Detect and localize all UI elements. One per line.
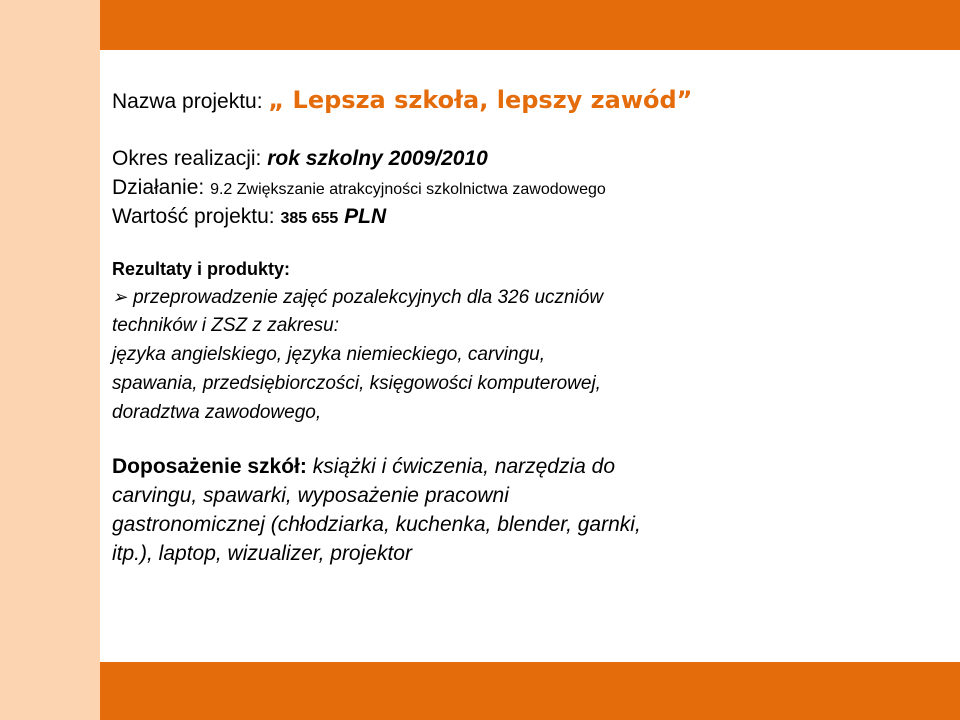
results-line-2: języka angielskiego, języka niemieckiego, carvingu, [112, 344, 546, 365]
equipment-line-0 [112, 454, 615, 480]
side-band [0, 50, 100, 662]
equipment-label: Doposażenie szkół: [112, 455, 313, 478]
header-band [100, 0, 960, 50]
results-line-text: przeprowadzenie zajęć pozalekcyjnych dla 326 uczniów [133, 287, 604, 308]
results-line-0 [112, 284, 603, 311]
value-currency: PLN [338, 205, 387, 228]
project-name-line [112, 84, 692, 118]
results-heading: Rezultaty i produkty: [112, 259, 291, 279]
equipment-line-3: itp.), laptop, wizualizer, projektor [112, 542, 412, 565]
arrow-bullet-icon: ➢ [112, 287, 128, 307]
value-line [112, 204, 386, 232]
equipment-text: książki i ćwiczenia, narzędzia do [312, 455, 616, 478]
period-value: rok szkolny 2009/2010 [267, 147, 488, 170]
equipment-line-2: gastronomicznej (chłodziarka, kuchenka, blender, garnki, [112, 513, 641, 536]
period-line [112, 146, 488, 172]
project-name-value: „ Lepsza szkoła, lepszy zawód” [268, 86, 693, 114]
project-name-label: Nazwa projektu: [112, 90, 269, 113]
period-label: Okres realizacji: [112, 147, 268, 170]
action-value: 9.2 Zwiększanie atrakcyjności szkolnictwa zawodowego [210, 181, 606, 198]
results-line-1: techników i ZSZ z zakresu: [112, 315, 340, 336]
equipment-line-1: carvingu, spawarki, wyposażenie pracowni [112, 484, 509, 507]
action-line [112, 175, 606, 203]
action-label: Działanie: [112, 176, 211, 199]
value-amount: 385 655 [280, 210, 339, 227]
footer-band-left [0, 662, 100, 720]
results-line-4: doradztwa zawodowego, [112, 402, 322, 423]
value-label: Wartość projektu: [112, 205, 281, 228]
header-band-left [0, 0, 100, 50]
footer-band [100, 662, 960, 720]
results-line-3: spawania, przedsiębiorczości, księgowości komputerowej, [112, 373, 601, 394]
